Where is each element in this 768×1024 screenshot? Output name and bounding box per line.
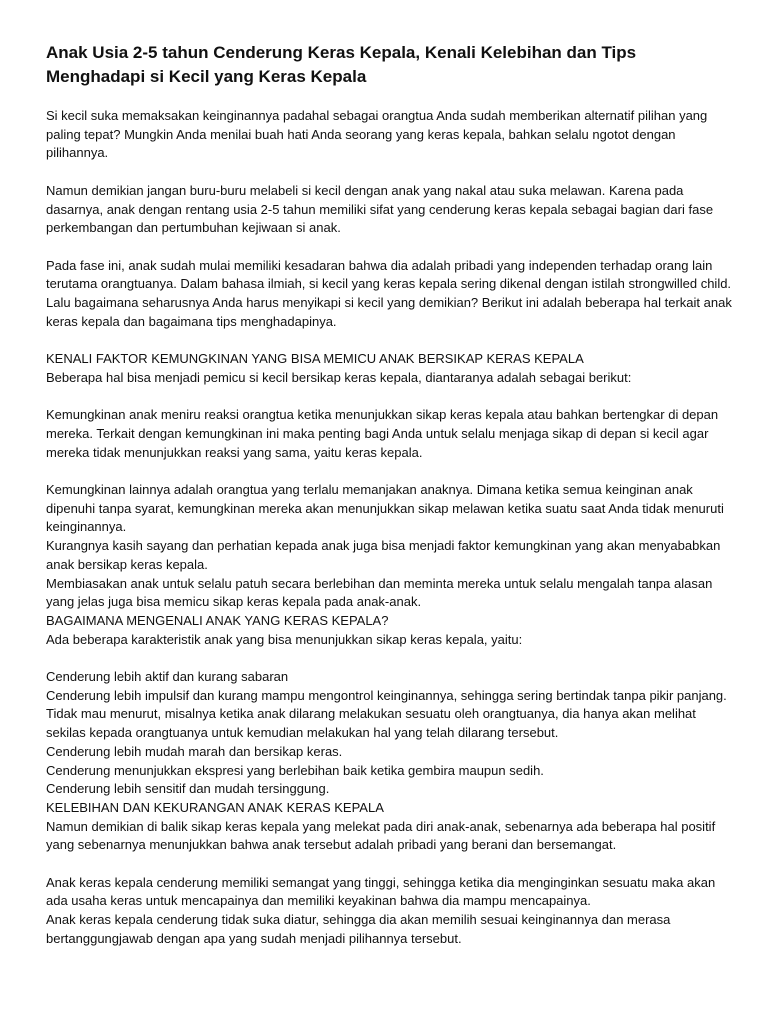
paragraph: Ada beberapa karakteristik anak yang bisa menunjukkan sikap keras kepala, yaitu:	[46, 631, 523, 647]
paragraph: Kemungkinan anak meniru reaksi orangtua ketika menunjukkan sikap keras kepala atau bahkan bertengkar di depan mereka. Terkait dengan kemungkinan ini maka penting bagi Anda untuk selalu menjaga sikap di depan si kecil agar mereka tidak menunjukkan reaksi yang sama, yaitu keras kepala.	[46, 407, 719, 460]
list-item: Cenderung lebih impulsif dan kurang mampu mengontrol keinginannya, sehingga sering bertindak tanpa pikir panjang.	[46, 687, 727, 703]
document-page	[46, 41, 736, 949]
paragraph: Kemungkinan lainnya adalah orangtua yang terlalu memanjakan anaknya. Dimana ketika semua keinginan anak dipenuhi tanpa syarat, kemungkinan mereka akan menunjukkan sikap melawan ketika suatu saat Anda tidak menuruti keinginannya.	[46, 481, 724, 535]
section-heading: KELEBIHAN DAN KEKURANGAN ANAK KERAS KEPALA	[46, 799, 384, 815]
section-heading: BAGAIMANA MENGENALI ANAK YANG KERAS KEPALA?	[46, 612, 389, 628]
paragraph: Namun demikian jangan buru-buru melabeli si kecil dengan anak yang nakal atau suka melawan. Karena pada dasarnya, anak dengan rentang usia 2-5 tahun memiliki sifat yang cenderung keras kepala sebagai bagian dari fase perkembangan dan pertumbuhan kejiwaan si anak.	[46, 182, 714, 236]
list-item: Cenderung lebih mudah marah dan bersikap keras.	[46, 743, 343, 759]
list-item: Cenderung lebih sensitif dan mudah tersinggung.	[46, 781, 330, 797]
list-item: Cenderung menunjukkan ekspresi yang berlebihan baik ketika gembira maupun sedih.	[46, 762, 544, 778]
paragraph: Pada fase ini, anak sudah mulai memiliki kesadaran bahwa dia adalah pribadi yang independen terhadap orang lain terutama orangtuanya. Dalam bahasa ilmiah, si kecil yang keras kepala sering dikenal dengan istilah strongwilled child. Lalu bagaimana seharusnya Anda harus menyikapi si kecil yang demikian? Berikut ini adalah beberapa hal terkait anak keras kepala dan bagaimana tips menghadapinya.	[46, 257, 732, 329]
paragraph: Namun demikian di balik sikap keras kepala yang melekat pada diri anak-anak, sebenarnya ada beberapa hal positif yang sebenarnya menunjukkan bahwa anak tersebut adalah pribadi yang berani dan bersemangat.	[46, 818, 716, 853]
list-item: Cenderung lebih aktif dan kurang sabaran	[46, 669, 289, 684]
page-title: Anak Usia 2-5 tahun Cenderung Keras Kepala, Kenali Kelebihan dan Tips Menghadapi si Kecil yang Keras Kepala	[46, 43, 637, 86]
list-item: Tidak mau menurut, misalnya ketika anak dilarang melakukan sesuatu oleh orangtuanya, dia hanya akan melihat sekilas kepada orangtuanya untuk kemudian melakukan hal yang telah dilarang tersebut.	[46, 706, 696, 741]
section-heading: KENALI FAKTOR KEMUNGKINAN YANG BISA MEMICU ANAK BERSIKAP KERAS KEPALA	[46, 351, 584, 367]
paragraph: Si kecil suka memaksakan keinginannya padahal sebagai orangtua Anda sudah memberikan alternatif pilihan yang paling tepat? Mungkin Anda menilai buah hati Anda seorang yang keras kepala, bahkan selalu ngotot dengan pilihannya.	[46, 108, 708, 161]
paragraph: Kurangnya kasih sayang dan perhatian kepada anak juga bisa menjadi faktor kemungkinan yang akan menyababkan anak bersikap keras kepala.	[46, 538, 721, 572]
paragraph: Anak keras kepala cenderung tidak suka diatur, sehingga dia akan memilih sesuai keinginannya dan merasa bertanggungjawab dengan apa yang sudah menjadi pilihannya tersebut.	[46, 912, 671, 946]
paragraph: Beberapa hal bisa menjadi pemicu si kecil bersikap keras kepala, diantaranya adalah sebagai berikut:	[46, 369, 632, 385]
paragraph: Membiasakan anak untuk selalu patuh secara berlebihan dan meminta mereka untuk selalu mengalah tanpa alasan yang jelas juga bisa memicu sikap keras kepala pada anak-anak.	[46, 575, 713, 610]
paragraph: Anak keras kepala cenderung memiliki semangat yang tinggi, sehingga ketika dia menginginkan sesuatu maka akan ada usaha keras untuk mencapainya dan memiliki keyakinan bahwa dia mampu mencapainya.	[46, 874, 716, 909]
